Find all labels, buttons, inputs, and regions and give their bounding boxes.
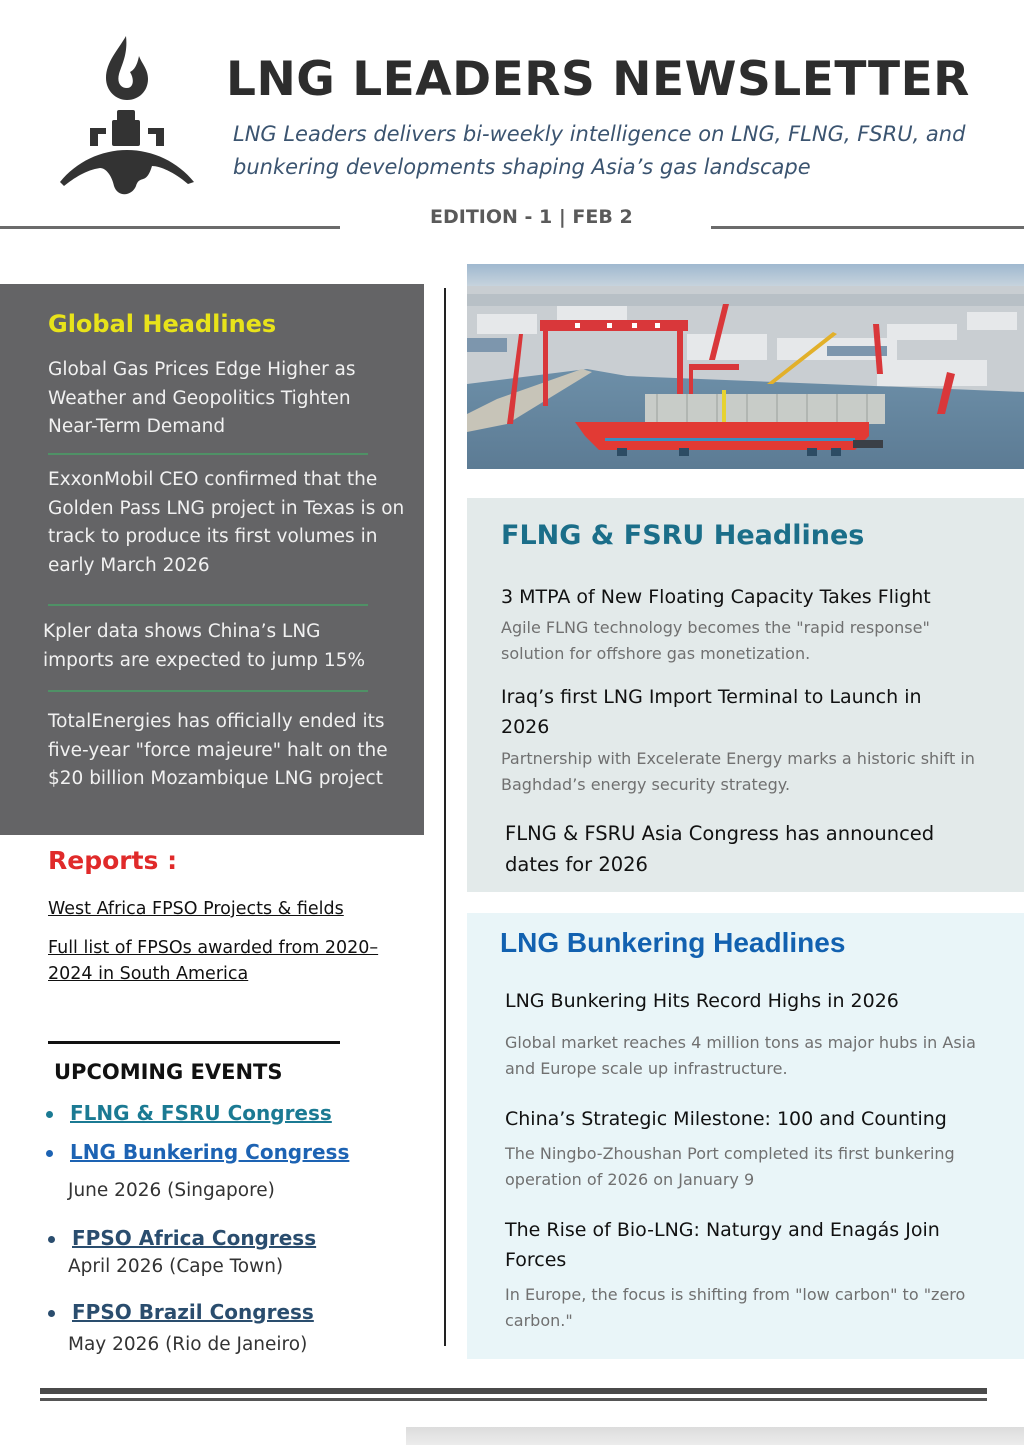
headline-separator (48, 604, 368, 606)
global-headlines-panel (0, 284, 424, 835)
reports-title: Reports : (48, 846, 178, 875)
bullet-icon (48, 1236, 55, 1243)
bunkering-headline[interactable]: LNG Bunkering Hits Record Highs in 2026 (505, 990, 899, 1012)
flng-headline[interactable]: Iraq’s first LNG Import Terminal to Launch in 2026 (501, 686, 922, 738)
edition-label: EDITION - 1 | FEB 2 (430, 206, 633, 228)
event-link[interactable]: LNG Bunkering Congress (70, 1140, 350, 1164)
headline-separator (48, 690, 368, 692)
global-headline-item[interactable]: Global Gas Prices Edge Higher as Weather and Geopolitics Tighten Near-Term Demand (48, 359, 356, 437)
footer-rule (40, 1398, 987, 1401)
upcoming-events-title: UPCOMING EVENTS (54, 1060, 283, 1084)
event-date: May 2026 (Rio de Janeiro) (68, 1334, 308, 1355)
lng-bunkering-title: LNG Bunkering Headlines (500, 927, 846, 958)
flng-headline[interactable]: FLNG & FSRU Asia Congress has announced dates for 2026 (505, 822, 935, 876)
global-headline-item[interactable]: TotalEnergies has officially ended its five-year "force majeure" halt on the $20 billion Mozambique LNG project (48, 711, 388, 789)
bunkering-summary: Global market reaches 4 million tons as major hubs in Asia and Europe scale up infrastructure. (505, 1033, 976, 1078)
events-rule (48, 1041, 340, 1044)
column-divider (444, 288, 446, 1346)
flng-summary: Agile FLNG technology becomes the "rapid response" solution for offshore gas monetization. (501, 618, 930, 663)
tagline-line-1: LNG Leaders delivers bi-weekly intelligence on LNG, FLNG, FSRU, and (233, 122, 966, 146)
report-link[interactable]: Full list of FPSOs awarded from 2020–2024 in South America (48, 938, 379, 984)
tagline-line-2: bunkering developments shaping Asia’s gas landscape (233, 155, 811, 179)
bullet-icon (46, 1111, 53, 1118)
newsletter-title: LNG LEADERS NEWSLETTER (226, 52, 970, 107)
headline-separator (48, 453, 368, 455)
bullet-icon (46, 1150, 53, 1157)
event-link[interactable]: FLNG & FSRU Congress (70, 1101, 332, 1125)
flng-summary: Partnership with Excelerate Energy marks a historic shift in Baghdad’s energy security strategy. (501, 749, 975, 794)
bunkering-summary: The Ningbo-Zhoushan Port completed its first bunkering operation of 2026 on January 9 (505, 1144, 955, 1189)
global-headlines-title: Global Headlines (48, 310, 277, 338)
flng-headline[interactable]: 3 MTPA of New Floating Capacity Takes Flight (501, 586, 931, 608)
bunkering-headline[interactable]: China’s Strategic Milestone: 100 and Counting (505, 1108, 947, 1130)
hero-image (467, 264, 1024, 469)
newsletter-tagline (233, 118, 993, 184)
flng-fsru-panel (467, 498, 1024, 892)
event-date: April 2026 (Cape Town) (68, 1256, 284, 1277)
report-link[interactable]: West Africa FPSO Projects & fields (48, 899, 344, 919)
bullet-icon (48, 1310, 55, 1317)
global-headline-item[interactable]: Kpler data shows China’s LNG imports are expected to jump 15% (43, 621, 366, 671)
global-headline-item[interactable]: ExxonMobil CEO confirmed that the Golden Pass LNG project in Texas is on track to produce its first volumes in early March 2026 (48, 469, 405, 576)
footer-rule (40, 1388, 987, 1394)
newsletter-logo-icon (56, 36, 198, 198)
event-link[interactable]: FPSO Brazil Congress (72, 1300, 314, 1324)
lng-bunkering-panel (467, 913, 1024, 1359)
footer-bar (406, 1427, 1024, 1445)
bunkering-summary: In Europe, the focus is shifting from "low carbon" to "zero carbon." (505, 1285, 966, 1330)
header-rule-right (711, 226, 1024, 229)
flng-fsru-title: FLNG & FSRU Headlines (501, 520, 865, 551)
bunkering-headline[interactable]: The Rise of Bio-LNG: Naturgy and Enagás Join Forces (505, 1219, 940, 1271)
event-date: June 2026 (Singapore) (68, 1180, 275, 1201)
event-link[interactable]: FPSO Africa Congress (72, 1226, 317, 1250)
edition-row (0, 204, 1024, 234)
header-rule-left (0, 226, 340, 229)
